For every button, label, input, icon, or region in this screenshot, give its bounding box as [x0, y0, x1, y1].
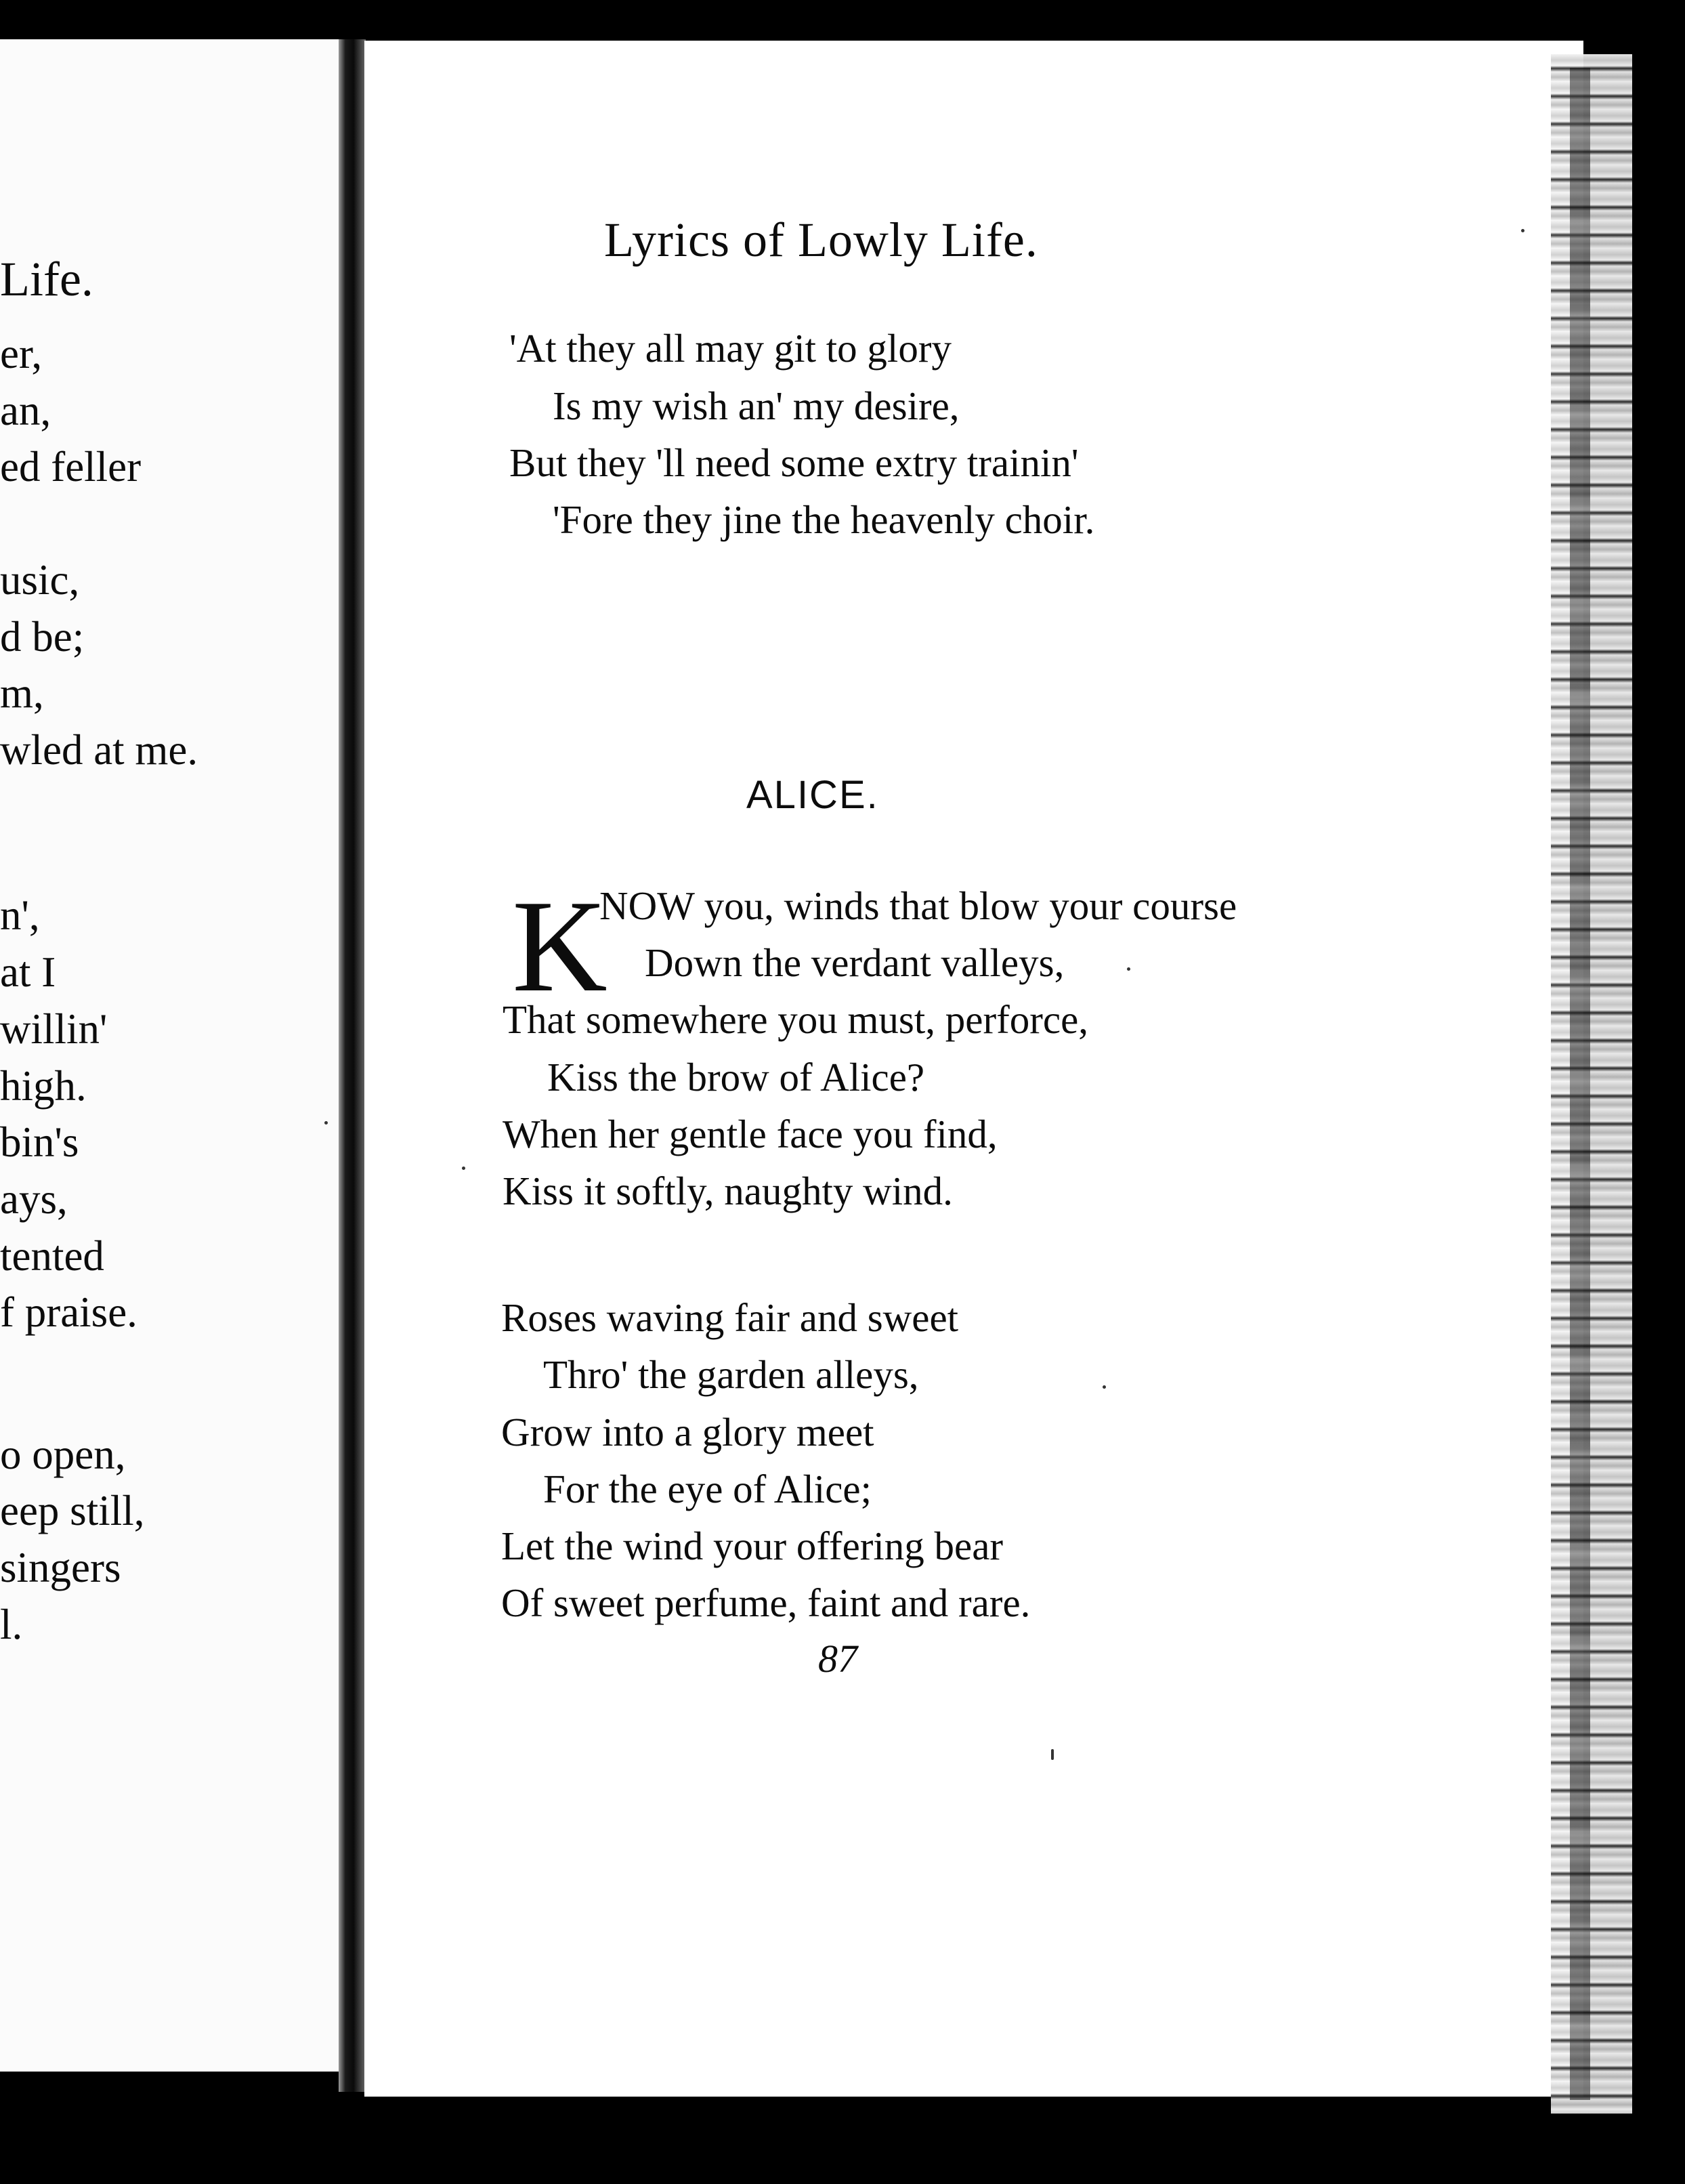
- verse-line: 'Fore they jine the heavenly choir.: [553, 497, 1095, 542]
- running-head: Lyrics of Lowly Life.: [604, 213, 1038, 267]
- left-line: at I: [0, 948, 56, 996]
- verse-line: 'At they all may git to glory: [509, 326, 952, 371]
- verse-line: Let the wind your offering bear: [501, 1524, 1004, 1568]
- poem-title: ALICE.: [746, 773, 879, 817]
- verse-line: Roses waving fair and sweet: [501, 1295, 959, 1340]
- left-line: willin': [0, 1005, 108, 1053]
- left-line: ed feller: [0, 443, 142, 490]
- left-line: f praise.: [0, 1288, 137, 1336]
- left-line: d be;: [0, 613, 85, 660]
- verse-line: Of sweet perfume, faint and rare.: [501, 1580, 1031, 1625]
- left-line: er,: [0, 330, 43, 377]
- left-line: tented: [0, 1232, 104, 1280]
- verse-line: NOW you, winds that blow your course: [599, 883, 1237, 928]
- scan-speck: [1521, 229, 1524, 232]
- left-line: m,: [0, 669, 44, 717]
- left-line: eep still,: [0, 1487, 145, 1534]
- left-line: o open,: [0, 1431, 126, 1478]
- left-line: n',: [0, 891, 40, 939]
- page-fore-edge: [1551, 54, 1632, 2114]
- page-number: 87: [818, 1637, 857, 1681]
- left-line: singers: [0, 1544, 121, 1591]
- scan-speck: [1127, 967, 1130, 971]
- verse-line: Kiss it softly, naughty wind.: [503, 1169, 953, 1213]
- verse-line: Thro' the garden alleys,: [543, 1352, 919, 1397]
- left-running-head: Life.: [0, 252, 93, 306]
- scan-speck: [1103, 1385, 1106, 1389]
- left-line: ays,: [0, 1175, 68, 1223]
- verse-line: When her gentle face you find,: [503, 1112, 998, 1156]
- left-page: [0, 39, 342, 2072]
- scan-speck: [324, 1121, 328, 1125]
- left-line: an,: [0, 387, 51, 434]
- left-line: l.: [0, 1601, 23, 1648]
- verse-line: Is my wish an' my desire,: [553, 383, 960, 428]
- left-line: wled at me.: [0, 726, 198, 774]
- scan-speck: [1051, 1749, 1054, 1760]
- left-line: high.: [0, 1062, 87, 1110]
- verse-line: That somewhere you must, perforce,: [503, 997, 1089, 1042]
- book-gutter: [339, 39, 366, 2092]
- verse-line: Kiss the brow of Alice?: [547, 1055, 925, 1099]
- verse-line: Down the verdant valleys,: [645, 940, 1065, 985]
- verse-line: For the eye of Alice;: [543, 1467, 872, 1511]
- left-line: usic,: [0, 556, 80, 604]
- verse-line: Grow into a glory meet: [501, 1410, 874, 1454]
- drop-cap: K: [512, 873, 607, 1020]
- verse-line: But they 'll need some extry trainin': [509, 440, 1079, 485]
- page-fore-edge-shadow: [1570, 68, 1590, 2100]
- scan-speck: [462, 1167, 465, 1170]
- left-line: bin's: [0, 1118, 79, 1166]
